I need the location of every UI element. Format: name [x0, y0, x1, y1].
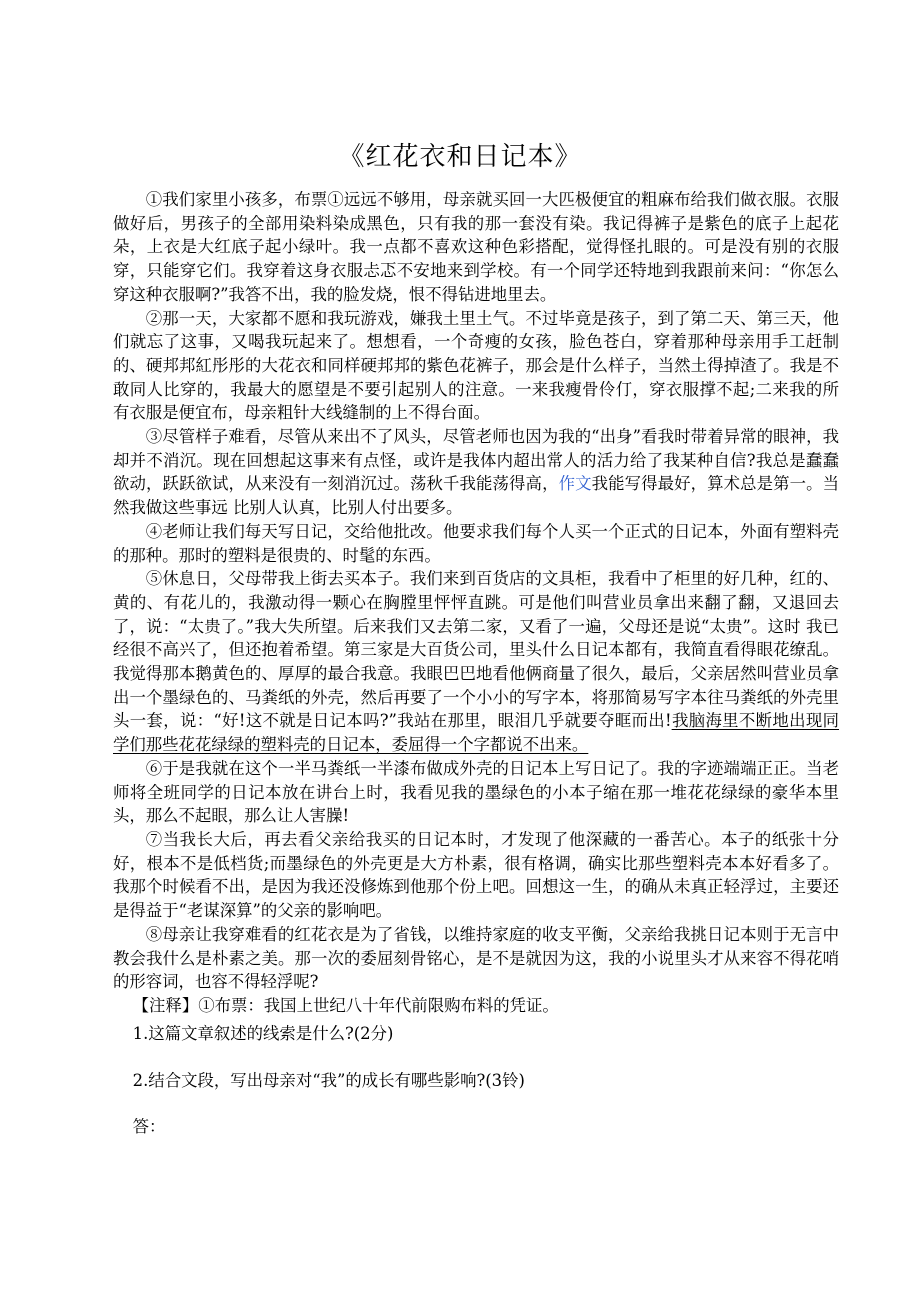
paragraph-3-part-b: 我能写得最好，算术总是第一。当然我做这些事远 比别人认真，比别人付出要多。 [113, 474, 840, 518]
paragraph-5-part-a: ⑤休息日，父母带我上街去买本子。我们来到百货店的文具柜，我看中了柜里的好几种，红的、黄的、有花儿的，我激动得一颗心在胸膛里怦怦直跳。可是他们叫营业员拿出来翻了翻，又退回去了，说：“太贵了。”我大失所望。后来我们又去第二家，又看了一遍，父母还是说“太贵”。这时 我已经很不高兴了，但还抱着希望。第三家是大百货公司，里头什么日记本都有，我简直看得眼花缭乱。我觉得那本鹅黄色的、厚厚的最合我意。我眼巴巴地看他俩商量了很久，最后，父亲居然叫营业员拿出一个墨绿色的、马粪纸的外壳，然后再要了一个小小的写字本，将那简易写字本往马粪纸的外壳里头一套，说：“好!这不就是日记本吗?”我站在那里，眼泪几乎就要夺眶而出! [113, 569, 839, 731]
essay-link[interactable]: 作文 [558, 474, 592, 494]
paragraph-4: ④老师让我们每天写日记，交给他批改。他要求我们每个人买一个正式的日记本，外面有塑料壳的那种。那时的塑料是很贵的、时髦的东西。 [113, 521, 839, 565]
paragraph-1: ①我们家里小孩多，布票①远远不够用，母亲就买回一大匹极便宜的粗麻布给我们做衣服。衣服做好后，男孩子的全部用染料染成黑色，只有我的那一套没有染。我记得裤子是紫色的底子上起花朵，上衣是大红底子起小绿叶。我一点都不喜欢这种色彩搭配，觉得怪扎眼的。可是没有别的衣服穿，只能穿它们。我穿着这身衣服忐忑不安地来到学校。有一个同学还特地到我跟前来问：“你怎么穿这种衣服啊?”我答不出，我的脸发烧，恨不得钻进地里去。 [113, 190, 839, 304]
article-body [113, 188, 839, 1139]
paragraph-8: ⑧母亲让我穿难看的红花衣是为了省钱，以维持家庭的收支平衡，父亲给我挑日记本则于无言中教会我什么是朴素之美。那一次的委屈刻骨铭心，是不是就因为这，我的小说里头才从来容不得花哨的形容词，也容不得轻浮呢? [113, 924, 839, 992]
answer-label: 答： [132, 1117, 166, 1137]
article-title: 《红花衣和日记本》 [338, 142, 582, 172]
paragraph-7: ⑦当我长大后，再去看父亲给我买的日记本时，才发现了他深藏的一番苦心。本子的纸张十分好，根本不是低档货;而墨绿色的外壳更是大方朴素，很有格调，确实比那些塑料壳本本好看多了。我那个时候看不出，是因为我还没修炼到他那个份上吧。回想这一生，的确从未真正轻浮过，主要还是得益于“老谋深算”的父亲的影响吧。 [113, 829, 839, 921]
footnote: 【注释】①布票：我国上世纪八十年代前限购布料的凭证。 [132, 995, 559, 1015]
paragraph-5 [113, 567, 839, 757]
question-2: 2.结合文段，写出母亲对“我”的成长有哪些影响?(3铃) [132, 1071, 525, 1091]
underlined-sentence: 我脑海里不断地出现同学们那些花花绿绿的塑料壳的日记本，委屈得一个字都说不出来。 [113, 711, 840, 755]
question-1: 1.这篇文章叙述的线索是什么?(2分) [132, 1023, 394, 1043]
paragraph-3 [113, 425, 839, 520]
paragraph-2: ②那一天，大家都不愿和我玩游戏，嫌我土里土气。不过毕竟是孩子，到了第二天、第三天，他们就忘了这事，又喝我玩起来了。想想看，一个奇瘦的女孩，脸色苍白，穿着那种母亲用手工赶制的、硬邦邦紅彤彤的大花衣和同样硬邦邦的紫色花裤子，那会是什么样子，当然土得掉渣了。我是不敢同人比穿的，我最大的愿望是不要引起别人的注意。一来我瘦骨伶仃，穿衣服撑不起;二来我的所有衣服是便宜布，母亲粗针大线缝制的上不得台面。 [113, 308, 839, 423]
paragraph-3-part-a: ③尽管样子难看，尽管从来出不了风头，尽管老师也因为我的“出身”看我时带着异常的眼神，我却并不消沉。现在回想起这事来有点怪，或许是我体内超出常人的活力给了我某种自信?我总是蠢蠢欲动，跃跃欲试，从来没有一刻消沉过。荡秋千我能荡得高， [113, 427, 839, 494]
paragraph-6: ⑥于是我就在这个一半马粪纸一半漆布做成外壳的日记本上写日记了。我的字迹端端正正。当老师将全班同学的日记本放在讲台上时，我看见我的墨绿色的小本子缩在那一堆花花绿绿的豪华本里头，那么不起眼，那么让人害臊! [113, 758, 839, 826]
